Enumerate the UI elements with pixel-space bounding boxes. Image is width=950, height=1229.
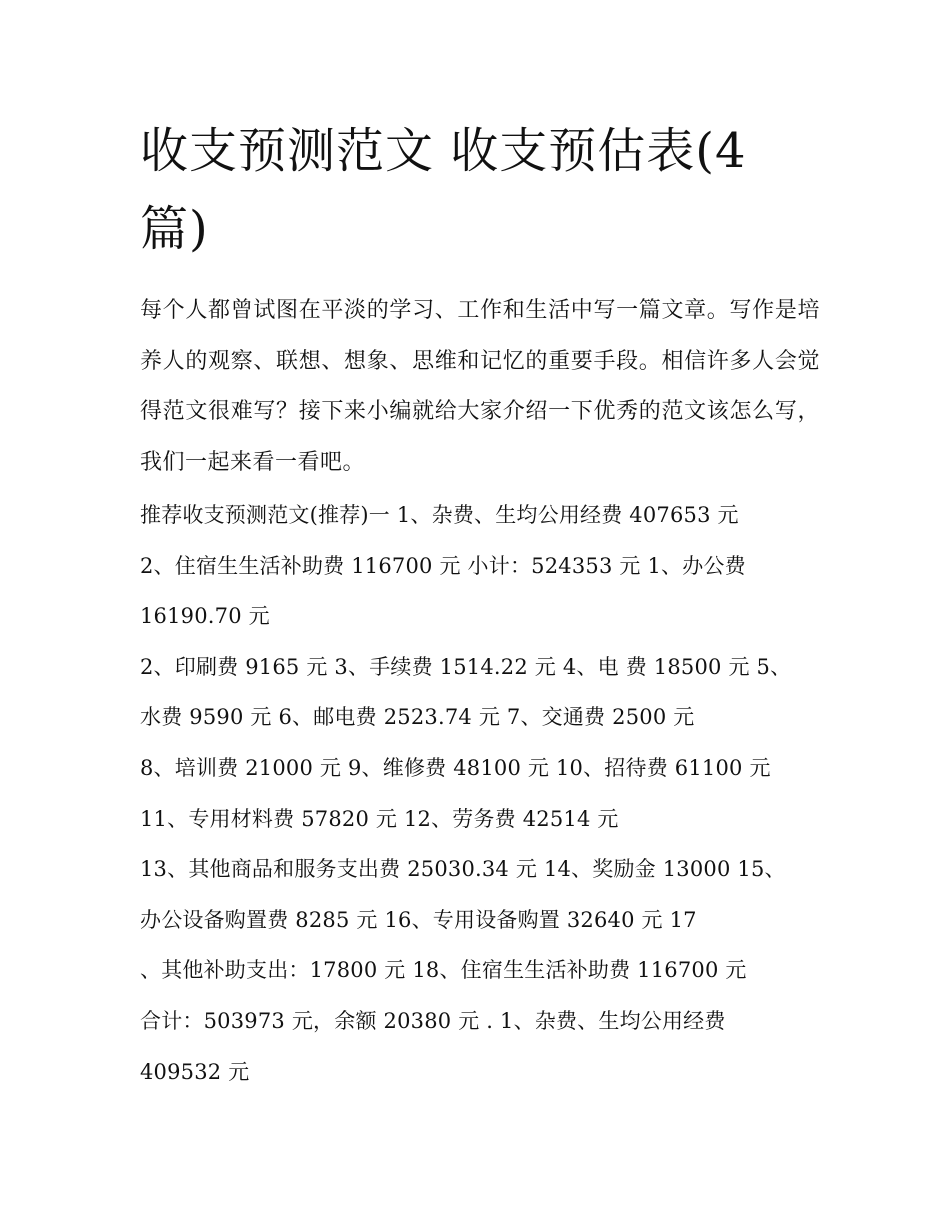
budget-line: 8、培训费 21000 元 9、维修费 48100 元 10、招待费 61100 元 (140, 755, 771, 780)
budget-line: 合计：503973 元，余额 20380 元 . 1、杂费、生均公用经费 (140, 1008, 726, 1033)
budget-line: 、其他补助支出：17800 元 18、住宿生生活补助费 116700 元 (140, 958, 747, 983)
budget-line: 11、专用材料费 57820 元 12、劳务费 42514 元 (140, 806, 619, 831)
budget-line: 2、住宿生生活补助费 116700 元 小计：524353 元 1、办公费 (140, 553, 746, 578)
budget-line: 水费 9590 元 6、邮电费 2523.74 元 7、交通费 2500 元 (140, 705, 695, 730)
document-title (140, 112, 820, 268)
budget-line: 13、其他商品和服务支出费 25030.34 元 14、奖励金 13000 15、 (140, 857, 786, 882)
title-line-2: 篇) (140, 201, 209, 257)
budget-line: 2、印刷费 9165 元 3、手续费 1514.22 元 4、电 费 18500 元 5、 (140, 654, 792, 679)
title-line-1: 收支预测范文 收支预估表(4 (140, 123, 747, 179)
budget-line: 16190.70 元 (140, 604, 270, 629)
budget-line: 办公设备购置费 8285 元 16、专用设备购置 32640 元 17 (140, 907, 697, 932)
budget-lines (140, 490, 820, 1097)
budget-line: 409532 元 (140, 1059, 250, 1084)
budget-line: 推荐收支预测范文(推荐)一 1、杂费、生均公用经费 407653 元 (140, 503, 739, 527)
document-body (140, 112, 820, 1097)
intro-paragraph: 每个人都曾试图在平淡的学习、工作和生活中写一篇文章。写作是培养人的观察、联想、想象、思维和记忆的重要手段。相信许多人会觉得范文很难写？接下来小编就给大家介绍一下优秀的范文该怎么写，我们一起来看一看吧。 (140, 298, 820, 475)
